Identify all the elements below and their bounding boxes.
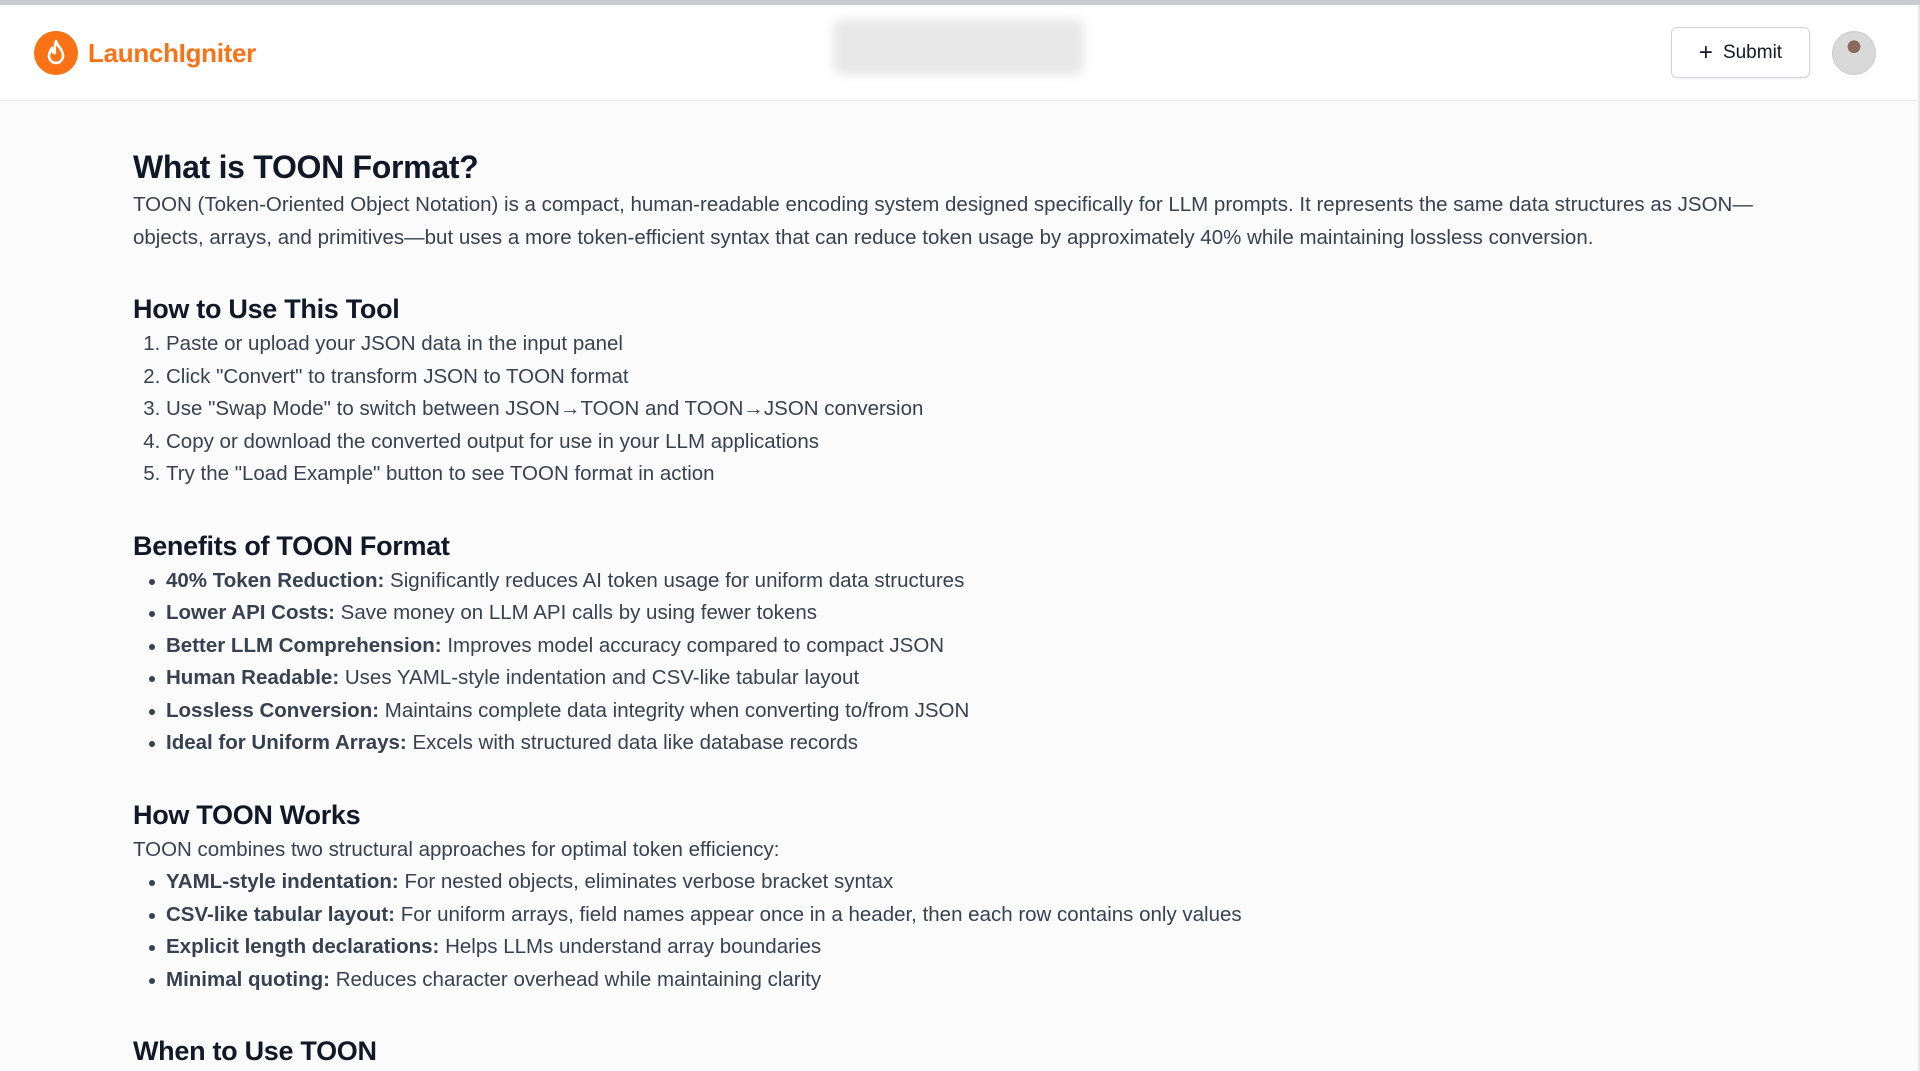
plus-icon: + — [1698, 38, 1713, 66]
search-bar-blurred[interactable] — [833, 19, 1084, 75]
list-item: Minimal quoting: Reduces character overhead while maintaining clarity — [166, 964, 1783, 997]
list-item: Better LLM Comprehension: Improves model accuracy compared to compact JSON — [166, 630, 1783, 663]
flame-icon — [34, 31, 78, 75]
list-item: Lossless Conversion: Maintains complete data integrity when converting to/from JSON — [166, 695, 1783, 728]
user-avatar[interactable] — [1832, 31, 1876, 75]
list-item: Ideal for Uniform Arrays: Excels with structured data like database records — [166, 727, 1783, 760]
usage-steps-list — [133, 328, 1783, 491]
how-works-list — [133, 866, 1783, 996]
list-item: 40% Token Reduction: Significantly reduces AI token usage for uniform data structures — [166, 565, 1783, 598]
section-heading-how-toon-works: How TOON Works — [133, 799, 361, 830]
list-item: 4. Copy or download the converted output for use in your LLM applications — [166, 426, 1783, 459]
submit-label: Submit — [1722, 41, 1783, 63]
submit-button[interactable] — [1671, 27, 1810, 78]
section-heading-benefits: Benefits of TOON Format — [133, 530, 450, 561]
brand-logo-link[interactable] — [34, 31, 256, 75]
section-heading-how-to-use: How to Use This Tool — [133, 294, 400, 324]
list-item: 3. Use "Swap Mode" to switch between JSON→TOON and TOON→JSON conversion — [166, 393, 1783, 426]
list-item: CSV-like tabular layout: For uniform arrays, field names appear once in a header, then each row contains only values — [166, 899, 1783, 932]
section-heading-when-to-use: When to Use TOON — [133, 1036, 377, 1066]
article-content — [133, 145, 1783, 1070]
list-item: Explicit length declarations: Helps LLMs understand array boundaries — [166, 931, 1783, 964]
how-works-intro: TOON combines two structural approaches for optimal token efficiency: — [133, 837, 780, 861]
benefits-list — [133, 565, 1783, 760]
list-item: 5. Try the "Load Example" button to see TOON format in action — [166, 458, 1783, 491]
page-title: What is TOON Format? — [133, 149, 479, 185]
list-item: 2. Click "Convert" to transform JSON to TOON format — [166, 361, 1783, 394]
list-item: 1. Paste or upload your JSON data in the input panel — [166, 328, 1783, 361]
intro-paragraph: TOON (Token-Oriented Object Notation) is a compact, human-readable encoding system designed specifically for LLM prompts. It represents the same data structures as JSON—objects, arrays, and primitives—but uses a more token-efficient syntax that can reduce token usage by approximately 40% while maintaining lossless conversion. — [133, 193, 1753, 249]
list-item: Human Readable: Uses YAML-style indentation and CSV-like tabular layout — [166, 662, 1783, 695]
list-item: Lower API Costs: Save money on LLM API calls by using fewer tokens — [166, 597, 1783, 630]
list-item: YAML-style indentation: For nested objects, eliminates verbose bracket syntax — [166, 866, 1783, 899]
site-header — [0, 5, 1920, 101]
brand-name: LaunchIgniter — [88, 37, 256, 68]
